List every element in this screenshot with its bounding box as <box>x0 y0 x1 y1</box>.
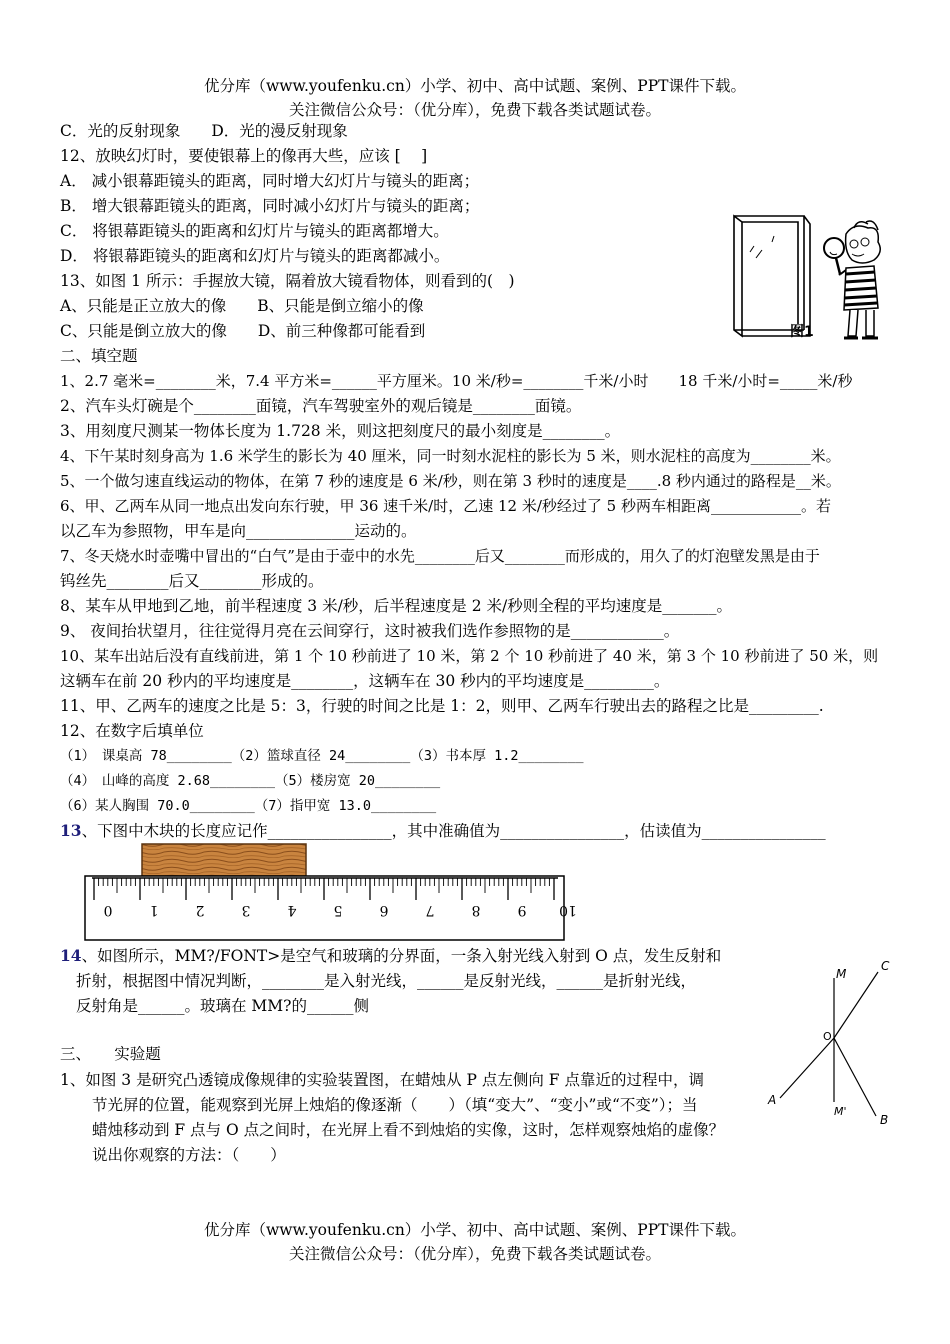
q11-options-cd: C．光的反射现象 D．光的漫反射现象 <box>60 122 348 140</box>
figure-14-ray-diagram <box>760 958 900 1130</box>
fill-q14-number: 14 <box>60 946 82 965</box>
fill-q11: 11、甲、乙两车的速度之比是 5：3，行驶的时间之比是 1：2，则甲、乙两车行驶出去的路程之比是_________. <box>60 697 824 715</box>
footer-line-2: 关注微信公众号：（优分库），免费下载各类试题试卷。 <box>288 1245 661 1263</box>
ruler-label: 7 <box>425 902 435 918</box>
exp-q1-line-1: 1、如图 3 是研究凸透镜成像规律的实验装置图，在蜡烛从 P 点左侧向 F 点靠近的过程中，调 <box>60 1071 704 1089</box>
fill-q7-line-2: 钨丝先________后又________形成的。 <box>60 572 324 590</box>
wooden-block <box>142 844 306 876</box>
fill-q12-units-row-2: （4） 山峰的高度 2.68________（5）楼房宽 20________ <box>60 773 441 789</box>
footer-line-1: 优分库（www.youfenku.cn）小学、初中、高中试题、案例、PPT课件下载。 <box>203 1221 747 1239</box>
ruler-label: 1 <box>149 902 159 918</box>
label-O: O <box>823 1030 832 1043</box>
q12-option-a: A． 减小银幕距镜头的距离，同时增大幻灯片与镜头的距离； <box>60 172 480 190</box>
label-M-prime: M' <box>834 1105 847 1118</box>
label-M: M <box>836 967 847 981</box>
fill-q2: 2、汽车头灯碗是个________面镜，汽车驾驶室外的观后镜是________面镜。 <box>60 397 582 415</box>
ruler-label: 10 <box>559 902 577 918</box>
q13-options-ab: A、只能是正立放大的像 B、只能是倒立缩小的像 <box>60 297 424 315</box>
q13-options-cd: C、只能是倒立放大的像 D、前三种像都可能看到 <box>60 322 426 340</box>
header-line-2: 关注微信公众号：（优分库），免费下载各类试题试卷。 <box>288 101 661 119</box>
fill-q3: 3、用刻度尺测某一物体长度为 1.728 米，则这把刻度尺的最小刻度是________。 <box>60 422 621 440</box>
q12-option-d: D． 将银幕距镜头的距离和幻灯片与镜头的距离都减小。 <box>60 247 450 265</box>
fill-q13-number: 13 <box>60 821 82 840</box>
fill-q4: 4、下午某时刻身高为 1.6 米学生的影长为 40 厘米，同一时刻水泥柱的影长为 5 米，则水泥柱的高度为________米。 <box>60 447 841 465</box>
q12-option-b: B． 增大银幕距镜头的距离，同时减小幻灯片与镜头的距离； <box>60 197 480 215</box>
fill-q14-text-1: 、如图所示，MM?/FONT>是空气和玻璃的分界面，一条入射光线入射到 O 点，发生反射和 <box>81 947 722 965</box>
fill-q9: 9、 夜间抬状望月，往往觉得月亮在云间穿行，这时被我们选作参照物的是____________。 <box>60 622 680 640</box>
fill-q14-line-1 <box>60 946 721 966</box>
exp-q1-line-3: 蜡烛移动到 F 点与 O 点之间时，在光屏上看不到烛焰的实像，这时，怎样观察烛焰的虚像？ <box>92 1121 725 1139</box>
ruler-label: 0 <box>103 902 113 918</box>
ruler-label: 3 <box>241 902 251 918</box>
fill-q12-units-row-3: （6）某人胸围 70.0________（7）指甲宽 13.0________ <box>60 798 437 814</box>
fill-q10-line-2: 这辆车在前 20 秒内的平均速度是________，这辆车在 30 秒内的平均速度是_________。 <box>60 672 670 690</box>
label-A: A <box>768 1093 777 1107</box>
label-C: C <box>881 959 890 973</box>
ruler-label: 4 <box>287 902 297 918</box>
header-line-1: 优分库（www.youfenku.cn）小学、初中、高中试题、案例、PPT课件下载。 <box>203 77 747 95</box>
label-B: B <box>880 1113 889 1127</box>
fill-q10-line-1: 10、某车出站后没有直线前进，第 1 个 10 秒前进了 10 米，第 2 个 10 秒前进了 40 米，第 3 个 10 秒前进了 50 米，则 <box>60 647 879 665</box>
ruler-label: 8 <box>471 902 481 918</box>
fill-q8: 8、某车从甲地到乙地，前半程速度 3 米/秒，后半程速度是 2 米/秒则全程的平均速度是_______。 <box>60 597 732 615</box>
q13-stem: 13、如图 1 所示：手握放大镜，隔着放大镜看物体，则看到的( ) <box>60 272 515 290</box>
ruler-figure <box>84 842 577 942</box>
fill-q14-line-3: 反射角是______。玻璃在 MM?的______侧 <box>76 997 369 1015</box>
fill-q7-line-1: 7、冬天烧水时壶嘴中冒出的“白气”是由于壶中的水先________后又________而形成的，用久了的灯泡壁发黑是由于 <box>60 547 820 565</box>
fill-q1: 1、2.7 毫米=________米，7.4 平方米=______平方厘米。10 米/秒=________千米/小时 18 千米/小时=_____米/秒 <box>60 372 853 390</box>
fill-q13-text: 、下图中木块的长度应记作________________，其中准确值为________________，估读值为________________ <box>81 822 826 840</box>
ruler-label: 6 <box>379 902 389 918</box>
exp-section-heading: 三、 实验题 <box>60 1045 161 1063</box>
figure-1-label: 图1 <box>790 324 814 340</box>
fill-q12-units-row-1: （1） 课桌高 78________（2）篮球直径 24________（3）书本厚 1.2________ <box>60 748 584 764</box>
fill-q14-line-2: 折射，根据图中情况判断，________是入射光线，______是反射光线，______是折射光线， <box>76 972 697 990</box>
fill-q13 <box>60 821 826 841</box>
fill-section-heading: 二、填空题 <box>60 347 138 365</box>
ruler-label: 9 <box>517 902 527 918</box>
ruler-label: 5 <box>333 902 343 918</box>
q12-stem: 12、放映幻灯时，要使银幕上的像再大些，应该 [ ] <box>60 147 428 165</box>
q12-option-c: C． 将银幕距镜头的距离和幻灯片与镜头的距离都增大。 <box>60 222 449 240</box>
fill-q12-stem: 12、在数字后填单位 <box>60 722 204 740</box>
fill-q5: 5、一个做匀速直线运动的物体，在第 7 秒的速度是 6 米/秒，则在第 3 秒时的速度是____.8 秒内通过的路程是__米。 <box>60 472 841 490</box>
ruler-label: 2 <box>195 902 205 918</box>
fill-q6-line-1: 6、甲、乙两车从同一地点出发向东行驶，甲 36 速千米/时，乙速 12 米/秒经过了 5 秒两车相距离____________。若 <box>60 497 831 515</box>
exp-q1-line-2: 节光屏的位置，能观察到光屏上烛焰的像逐渐（ ）（填“变大”、“变小”或“不变”）；当 <box>92 1096 698 1114</box>
exp-q1-line-4: 说出你观察的方法：（ ） <box>92 1146 286 1164</box>
fill-q6-line-2: 以乙车为参照物，甲车是向______________运动的。 <box>60 522 417 540</box>
